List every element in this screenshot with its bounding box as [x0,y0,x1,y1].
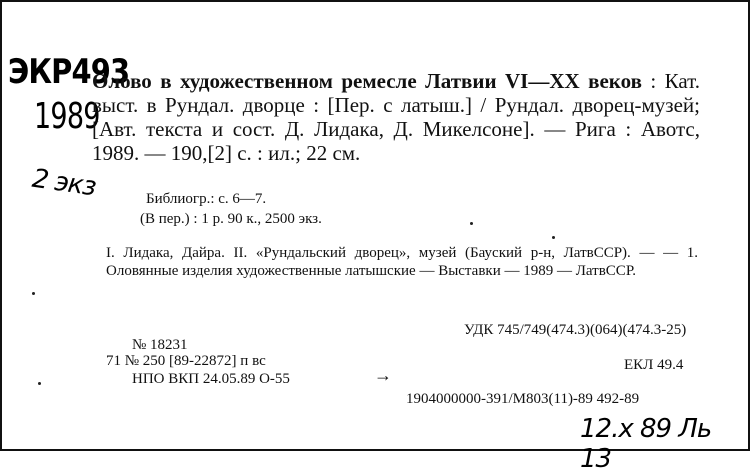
isbn-code: 1904000000-391/М803(11)-89 492-89 [406,391,640,407]
handwritten-copies-note: 2 экз [30,163,98,203]
publisher-line: НПО ВКП 24.05.89 О-55 [132,371,290,387]
price-note: (В пер.) : 1 р. 90 к., 2500 экз. [140,211,322,227]
udk-code: УДК 745/749(474.3)(064)(474.3-25) [464,322,687,338]
speck-mark [470,222,473,225]
entry-description: : Кат. выст. в Рундал. дворце : [Пер. с латыш.] / Рундал. дворец-музей; [Авт. текста и сост. Д. Лидака, Д. Микелсоне]. — Рига : Авотс, 1989. — 190,[2] с. : ил.; 22 см. [92,69,700,165]
catalog-entry [92,69,700,165]
speck-mark [32,292,35,295]
bibliography-note: Библиогр.: с. 6—7. [146,191,267,207]
speck-mark [38,382,41,385]
order-line: 71 № 250 [89-22872] п вс [106,353,266,369]
handwritten-year: 1989 [34,96,100,137]
subject-tracings: I. Лидака, Дайра. II. «Рундальский дворец», музей (Бауский р-н, ЛатвССР). — — 1. Оловянные изделия художественные латышские — Выставки — 1989 — ЛатвССР. [106,245,698,279]
speck-mark [552,236,555,239]
ekl-code: ЕКЛ 49.4 [624,357,684,373]
arrow-icon: → [374,365,392,385]
entry-title: Олово в художественном ремесле Латвии VI—XX веков [92,69,642,93]
card-number: № 18231 [132,337,188,353]
handwritten-call-number: ЭКР493 [8,52,130,92]
handwritten-bottom-note: 12.х 89 Ль 13 [580,414,712,474]
